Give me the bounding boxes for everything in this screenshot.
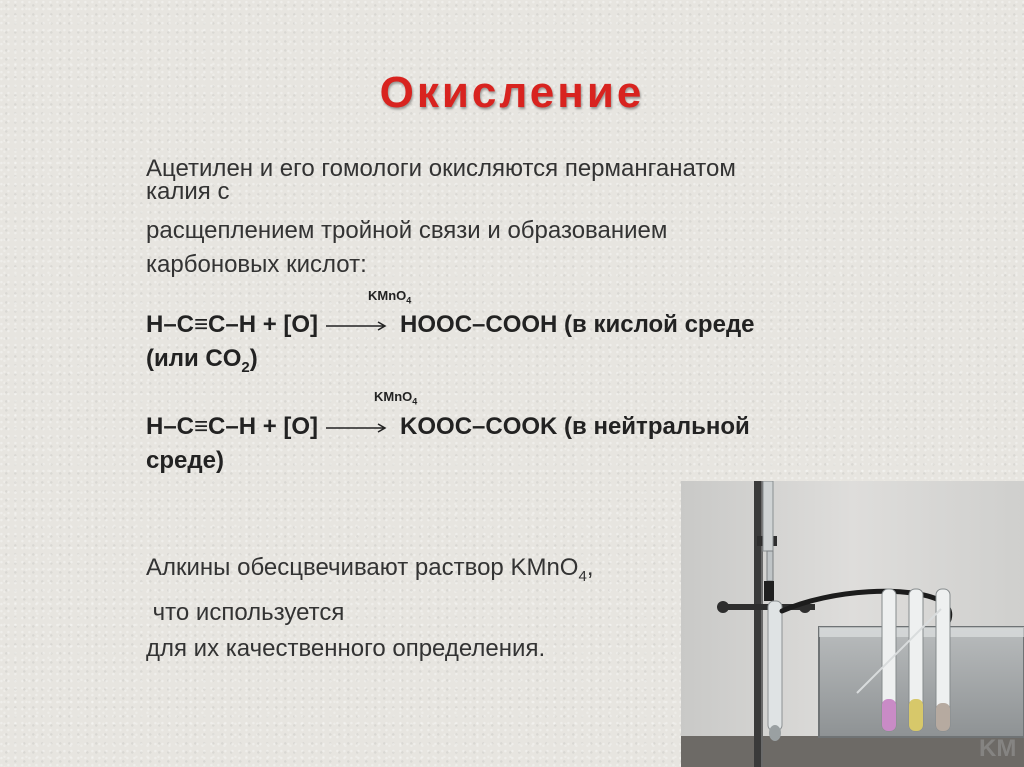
reaction-2-arrow-icon [324, 422, 388, 434]
reaction-1-products: HOOC–COOH (в кислой среде [400, 311, 755, 338]
lab-apparatus-photo [681, 481, 1024, 767]
reaction-1-reagent-subscript: 4 [406, 295, 412, 306]
intro-line-3: расщеплением тройной связи и образованием [146, 217, 668, 244]
photo-watermark: KM [979, 735, 1017, 762]
reaction-2-reagent-subscript: 4 [412, 396, 418, 407]
conclusion-paragraph [146, 550, 686, 667]
conclusion-line-3: для их качественного определения. [146, 634, 546, 662]
reaction-1-continuation-subscript: 2 [241, 358, 250, 376]
intro-paragraph [146, 150, 866, 284]
intro-line-1: Ацетилен и его гомологи окисляются перманганатом [146, 155, 736, 182]
conclusion-line-2: что используется [146, 598, 345, 626]
reaction-2-products: KOOC–COOK (в нейтральной [400, 413, 750, 440]
reaction-1-reactants: H–C≡C–H + [O] [146, 311, 319, 338]
intro-line-4: карбоновых кислот: [146, 251, 367, 278]
reaction-2-continuation: среде) [146, 447, 224, 474]
slide-title: Окисление [379, 68, 645, 117]
reaction-1 [146, 308, 906, 385]
conclusion-line-1: Алкины обесцвечивают раствор KMnO$_4$, [146, 554, 594, 585]
reaction-1-arrow-icon [324, 320, 388, 332]
reaction-2 [146, 410, 906, 478]
reaction-1-continuation: (или $CO_2$) [146, 345, 258, 376]
reaction-2-reagent: KMnO$_4$ [374, 389, 418, 407]
reaction-2-reactants: H–C≡C–H + [O] [146, 413, 319, 440]
reaction-1-reagent: KMnO$_4$ [368, 288, 412, 306]
conclusion-line-1-subscript: 4 [578, 567, 587, 585]
intro-line-2: калия с [146, 178, 230, 205]
